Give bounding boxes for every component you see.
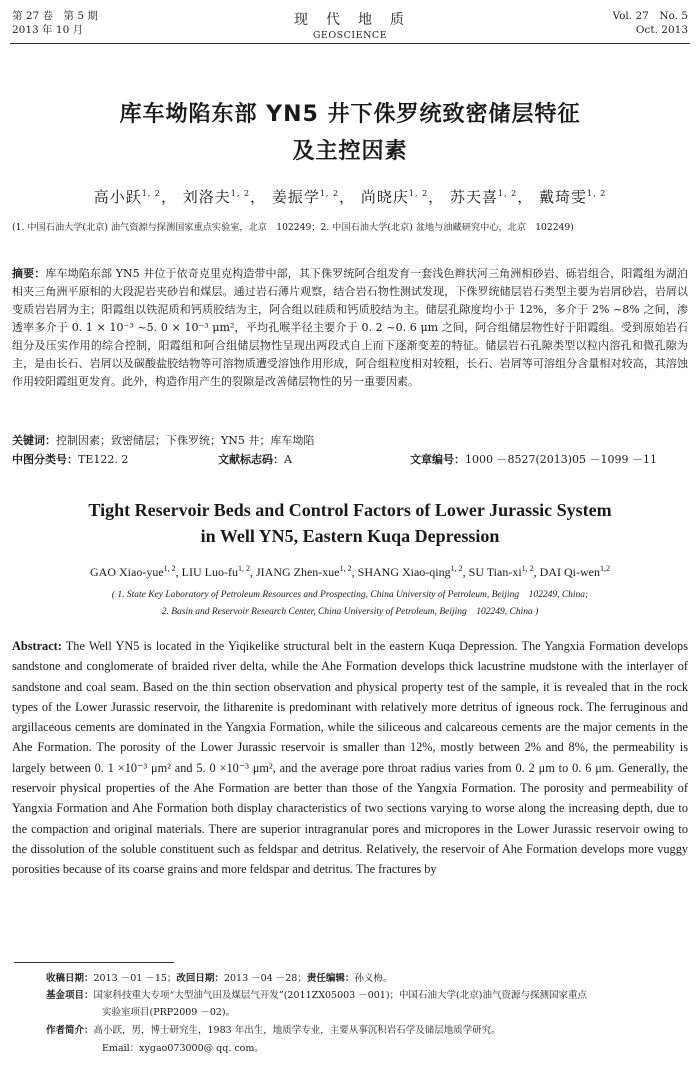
author-cn: 尚晓庆$^{1, 2}$ — [360, 188, 429, 206]
author-cn: 姜振学$^{1, 2}$ — [271, 188, 340, 206]
footnote-author: 作者简介：高小跃，男，博士研究生，1983 年出生，地质学专业，主要从事沉积岩石学及储层地质学研究。 — [46, 1025, 501, 1036]
authors-en: GAO Xiao-yue$^{1, 2}$, LIU Luo-fu$^{1, 2}$, JIANG Zhen-xue$^{1, 2}$, SHANG Xiao-qing$^{1, 2}$, SU Tian-xi$^{1, 2}$, DAI Qi-wen$^{1,2}$ — [90, 564, 610, 579]
abstract-en-text: The Well YN5 is located in the Yiqikelike structural belt in the eastern Kuqa Depression. The Yangxia Formation develops sandstone and conglomerate of braided river delta, while the Ahe Formation develops thick lacustrine mudstone with the interlayer of sandstone and coal seam. Based on the thin section observation and physical property test of the sample, it is revealed that in the rock types of the Lower Jurassic reservoir, the litharenite is predominant with relatively more detritus of igneous rock. The ferruginous and argillaceous cements are dominated in the Yangxia Formation, while the siliceous and calcareous cements are the major cements in the Ahe Formation. The porosity of the Lower Jurassic reservoir is smaller than 12%, mostly between 2% and 8%, the permeability is largely between 0. 1 ×10⁻³ μm² and 5. 0 ×10⁻³ μm², and the average pore throat radius varies from 0. 2 μm to 0. 6 μm. Generally, the reservoir physical properties of the Ahe Formation are better than those of the Yangxia Formation. The porosity and permeability of Yangxia Formation and Ahe Formation both display characteristics of two sections varying to worse along the increasing depth, due to the compaction and original materials. There are superior intragranular pores and micropores in the Lower Jurassic reservoir owing to the dissolution of the soluble constituent such as feldspar and detritus. Relatively, the reservoir of Ahe Formation develops more vuggy porosities because of its coarse grains and more feldspar and detritus. The fractures by — [12, 639, 688, 877]
header-date-en: Oct. 2013 — [635, 24, 688, 36]
doc-code-value: A — [284, 453, 292, 466]
journal-name-en: GEOSCIENCE — [312, 30, 388, 41]
author-en: DAI Qi-wen$^{1,2}$ — [539, 564, 610, 579]
abstract-en — [12, 636, 688, 956]
footnote-fund-cont: 实验室项目(PRP2009 －02)。 — [102, 1007, 236, 1018]
header-vol-en: Vol. 27 No. 5 — [612, 10, 688, 22]
author-cn: 戴琦雯$^{1, 2}$ — [539, 188, 607, 206]
affiliation-en-line1: ( 1. State Key Laboratory of Petroleum Resources and Prospecting, China University of Petroleum, Beijing 102249, China; — [111, 590, 589, 600]
abstract-cn-text: 库车坳陷东部 YN5 井位于依奇克里克构造带中部，其下侏罗统阿合组发育一套浅色辫状河三角洲相砂岩、砾岩组合，阳霞组为湖泊相夹三角洲平原相的大段泥岩夹砂岩和煤层。通过岩石薄片观察，结合岩石物性测试发现，下侏罗统储层岩石类型主要为岩屑砂岩，岩屑以变质岩岩屑为主；阳霞组以铁泥质和钙质胶结为主，阿合组以硅质和钙质胶结为主。储层孔隙度均小于 12%，多介于 2% ~8% 之间，渗透率多介于 0. 1 × 10⁻³ ~5. 0 × 10⁻³ μm²，平均孔喉半径主要介于 0. 2 ~0. 6 μm 之间，阿合组储层物性好于阳霞组。受到原始岩石组分及压实作用的综合控制，阳霞组和阿合组储层物性呈现出两段式自上而下逐渐变差的特征。储层岩石孔隙类型以粒内溶孔和微孔隙为主，是由长石、岩屑以及碳酸盐胶结物等可溶物质遭受溶蚀作用形成，阿合组粒度相对较粗，长石、岩屑等可溶组分含量相对较高，其溶蚀作用较阳霞组更发育。此外，构造作用产生的裂隙是改善储层物性的另一重要因素。 — [12, 267, 689, 388]
journal-name-cn: 现 代 地 质 — [294, 12, 406, 28]
title-cn-line2: 及主控因素 — [292, 139, 408, 164]
abstract-en-label: Abstract: — [12, 639, 62, 653]
authors-cn: 高小跃$^{1, 2}$， 刘洛夫$^{1, 2}$， 姜振学$^{1, 2}$， 尚晓庆$^{1, 2}$， 苏天喜$^{1, 2}$， 戴琦雯$^{1, 2}$ — [93, 188, 607, 206]
abstract-cn-label: 摘要： — [12, 267, 46, 280]
doc-code — [218, 451, 292, 469]
keywords-label: 关键词： — [12, 434, 56, 447]
author-en: JIANG Zhen-xue$^{1, 2}$ — [255, 564, 352, 579]
affiliation-cn: (1. 中国石油大学(北京) 油气资源与探测国家重点实验室，北京 102249；2. 中国石油大学(北京) 盆地与油藏研究中心，北京 102249) — [12, 222, 574, 233]
title-en-line1: Tight Reservoir Beds and Control Factors of Lower Jurassic System — [88, 500, 612, 520]
header-date: 2013 年 10 月 — [12, 24, 84, 36]
article-no-label: 文章编号： — [410, 453, 465, 466]
abstract-cn — [12, 265, 688, 391]
keywords — [12, 432, 688, 450]
author-cn: 高小跃$^{1, 2}$ — [93, 188, 161, 206]
author-cn: 苏天喜$^{1, 2}$ — [449, 188, 518, 206]
footnote-rule — [14, 962, 174, 963]
footnote-dates: 收稿日期：2013 －01 －15；改回日期：2013 －04 －28；责任编辑：孙义梅。 — [46, 973, 393, 984]
author-en: SHANG Xiao-qing$^{1, 2}$ — [357, 564, 463, 579]
author-en: SU Tian-xi$^{1, 2}$ — [468, 564, 534, 579]
header-volume: 第 27 卷 第 5 期 — [12, 10, 98, 22]
title-en-line2: in Well YN5, Eastern Kuqa Depression — [200, 526, 500, 546]
article-no-value: 1000 －8527(2013)05 －1099 －11 — [465, 453, 658, 466]
footnote-fund: 基金项目：国家科技重大专项“大型油气田及煤层气开发”(2011ZX05003 －001)；中国石油大学(北京)油气资源与探测国家重点 — [46, 990, 587, 1001]
title-cn-line1: 库车坳陷东部 YN5 井下侏罗统致密储层特征 — [119, 102, 581, 127]
doc-code-label: 文献标志码： — [218, 453, 284, 466]
keywords-text: 控制因素；致密储层；下侏罗统；YN5 井；库车坳陷 — [56, 434, 315, 447]
footnote-email: Email：xygao073000@ qq. com。 — [102, 1043, 264, 1054]
clc-label: 中图分类号： — [12, 453, 78, 466]
author-cn: 刘洛夫$^{1, 2}$ — [182, 188, 251, 206]
header-rule — [10, 43, 690, 44]
affiliation-en-line2: 2. Basin and Reservoir Research Center, China University of Petroleum, Beijing 102249, China ) — [161, 607, 539, 617]
author-en: LIU Luo-fu$^{1, 2}$ — [181, 564, 250, 579]
clc-value: TE122. 2 — [78, 453, 129, 466]
author-en: GAO Xiao-yue$^{1, 2}$ — [90, 564, 176, 579]
article-number — [410, 451, 657, 469]
